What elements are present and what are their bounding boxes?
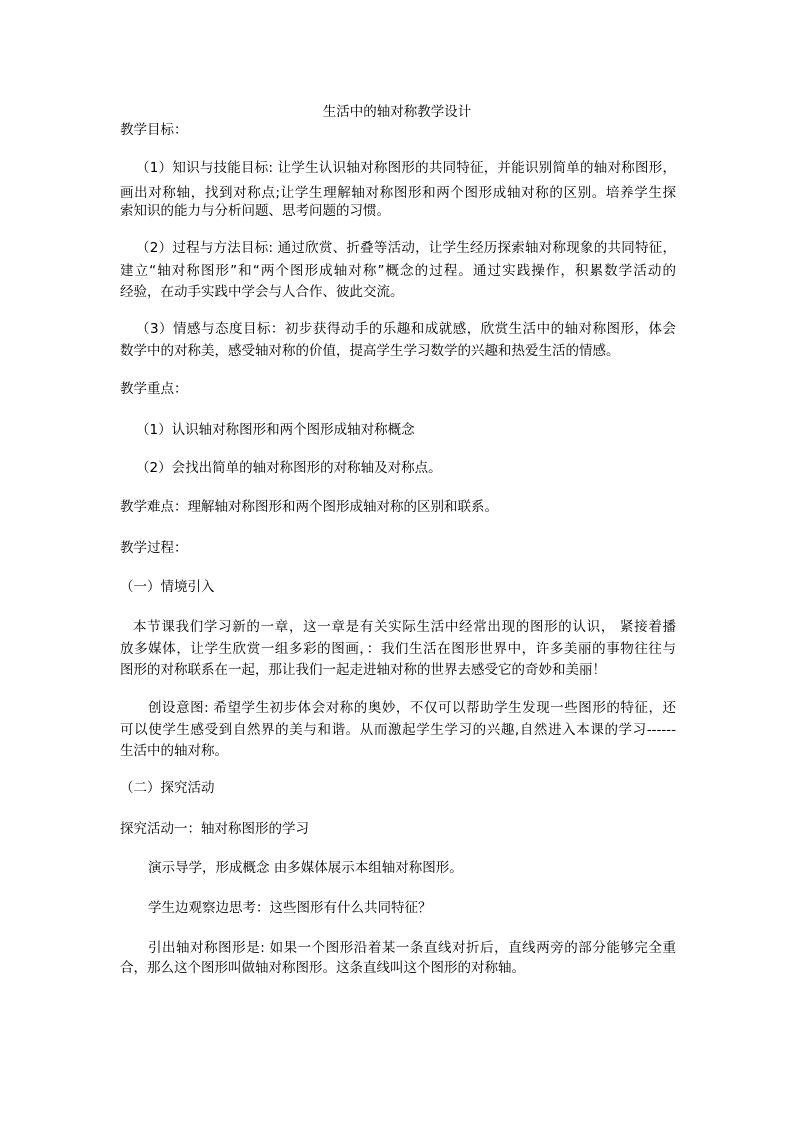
intent-line-3: 生活中的轴对称。 xyxy=(120,743,228,759)
goal3-line-1: （3）情感与态度目标：初步获得动手的乐趣和成就感，欣赏生活中的轴对称图形，体会 xyxy=(136,321,676,337)
key-item-2: （2）会找出简单的轴对称图形的对称轴及对称点。 xyxy=(136,460,442,476)
document-title: 生活中的轴对称教学设计 xyxy=(322,104,472,120)
intro-line-1: 本节课我们学习新的一章，这一章是有关实际生活中经常出现的图形的认识， 紧接着播 xyxy=(133,619,676,635)
intent-line-1: 创设意图: 希望学生初步体会对称的奥妙，不仅可以帮助学生发现一些图形的特征，还 xyxy=(148,700,676,716)
define-line-2: 合，那么这个图形叫做轴对称图形。这条直线叫这个图形的对称轴。 xyxy=(120,960,525,976)
section2-heading: （二）探究活动 xyxy=(120,780,215,796)
goal2-line-3: 经验，在动手实践中学会与人合作、彼此交流。 xyxy=(120,284,404,300)
goal1-line-3: 索知识的能力与分析问题、思考问题的习惯。 xyxy=(120,203,390,219)
goal1-line-1: （1）知识与技能目标: 让学生认识轴对称图形的共同特征，并能识别简单的轴对称图形， xyxy=(136,160,676,176)
goal3-line-2: 数学中的对称美，感受轴对称的价值，提高学生学习数学的兴趣和热爱生活的情感。 xyxy=(120,343,620,359)
goal2-line-1: （2）过程与方法目标: 通过欣赏、折叠等活动，让学生经历探索轴对称现象的共同特征， xyxy=(136,240,676,256)
goal1-line-2: 画出对称轴，找到对称点;让学生理解轴对称图形和两个图形成轴对称的区别。培养学生探 xyxy=(120,185,676,201)
difficulty-text: 教学难点：理解轴对称图形和两个图形成轴对称的区别和联系。 xyxy=(120,499,498,515)
process-heading: 教学过程： xyxy=(120,540,188,556)
goals-heading: 教学目标： xyxy=(120,122,188,138)
intro-line-3: 图形的对称联系在一起，那让我们一起走进轴对称的世界去感受它的奇妙和美丽！ xyxy=(120,662,606,678)
key-heading: 教学重点： xyxy=(120,381,188,397)
section1-heading: （一）情境引入 xyxy=(120,579,215,595)
intro-line-2: 放多媒体，让学生欣赏一组多彩的图画，：我们生活在图形世界中，许多美丽的事物往往与 xyxy=(120,641,676,657)
activity1-heading: 探究活动一：轴对称图形的学习 xyxy=(120,821,309,837)
observe-text: 学生边观察边思考：这些图形有什么共同特征？ xyxy=(148,900,432,916)
goal2-line-2: 建立“轴对称图形”和“两个图形成轴对称”概念的过程。通过实践操作，积累数学活动的 xyxy=(120,263,676,279)
demo-text: 演示导学，形成概念 由多媒体展示本组轴对称图形。 xyxy=(148,860,463,876)
define-line-1: 引出轴对称图形是: 如果一个图形沿着某一条直线对折后，直线两旁的部分能够完全重 xyxy=(148,940,676,956)
intent-line-2: 可以使学生感受到自然界的美与和谐。从而激起学生学习的兴趣,自然进入本课的学习------ xyxy=(120,722,676,738)
key-item-1: （1）认识轴对称图形和两个图形成轴对称概念 xyxy=(136,422,415,438)
